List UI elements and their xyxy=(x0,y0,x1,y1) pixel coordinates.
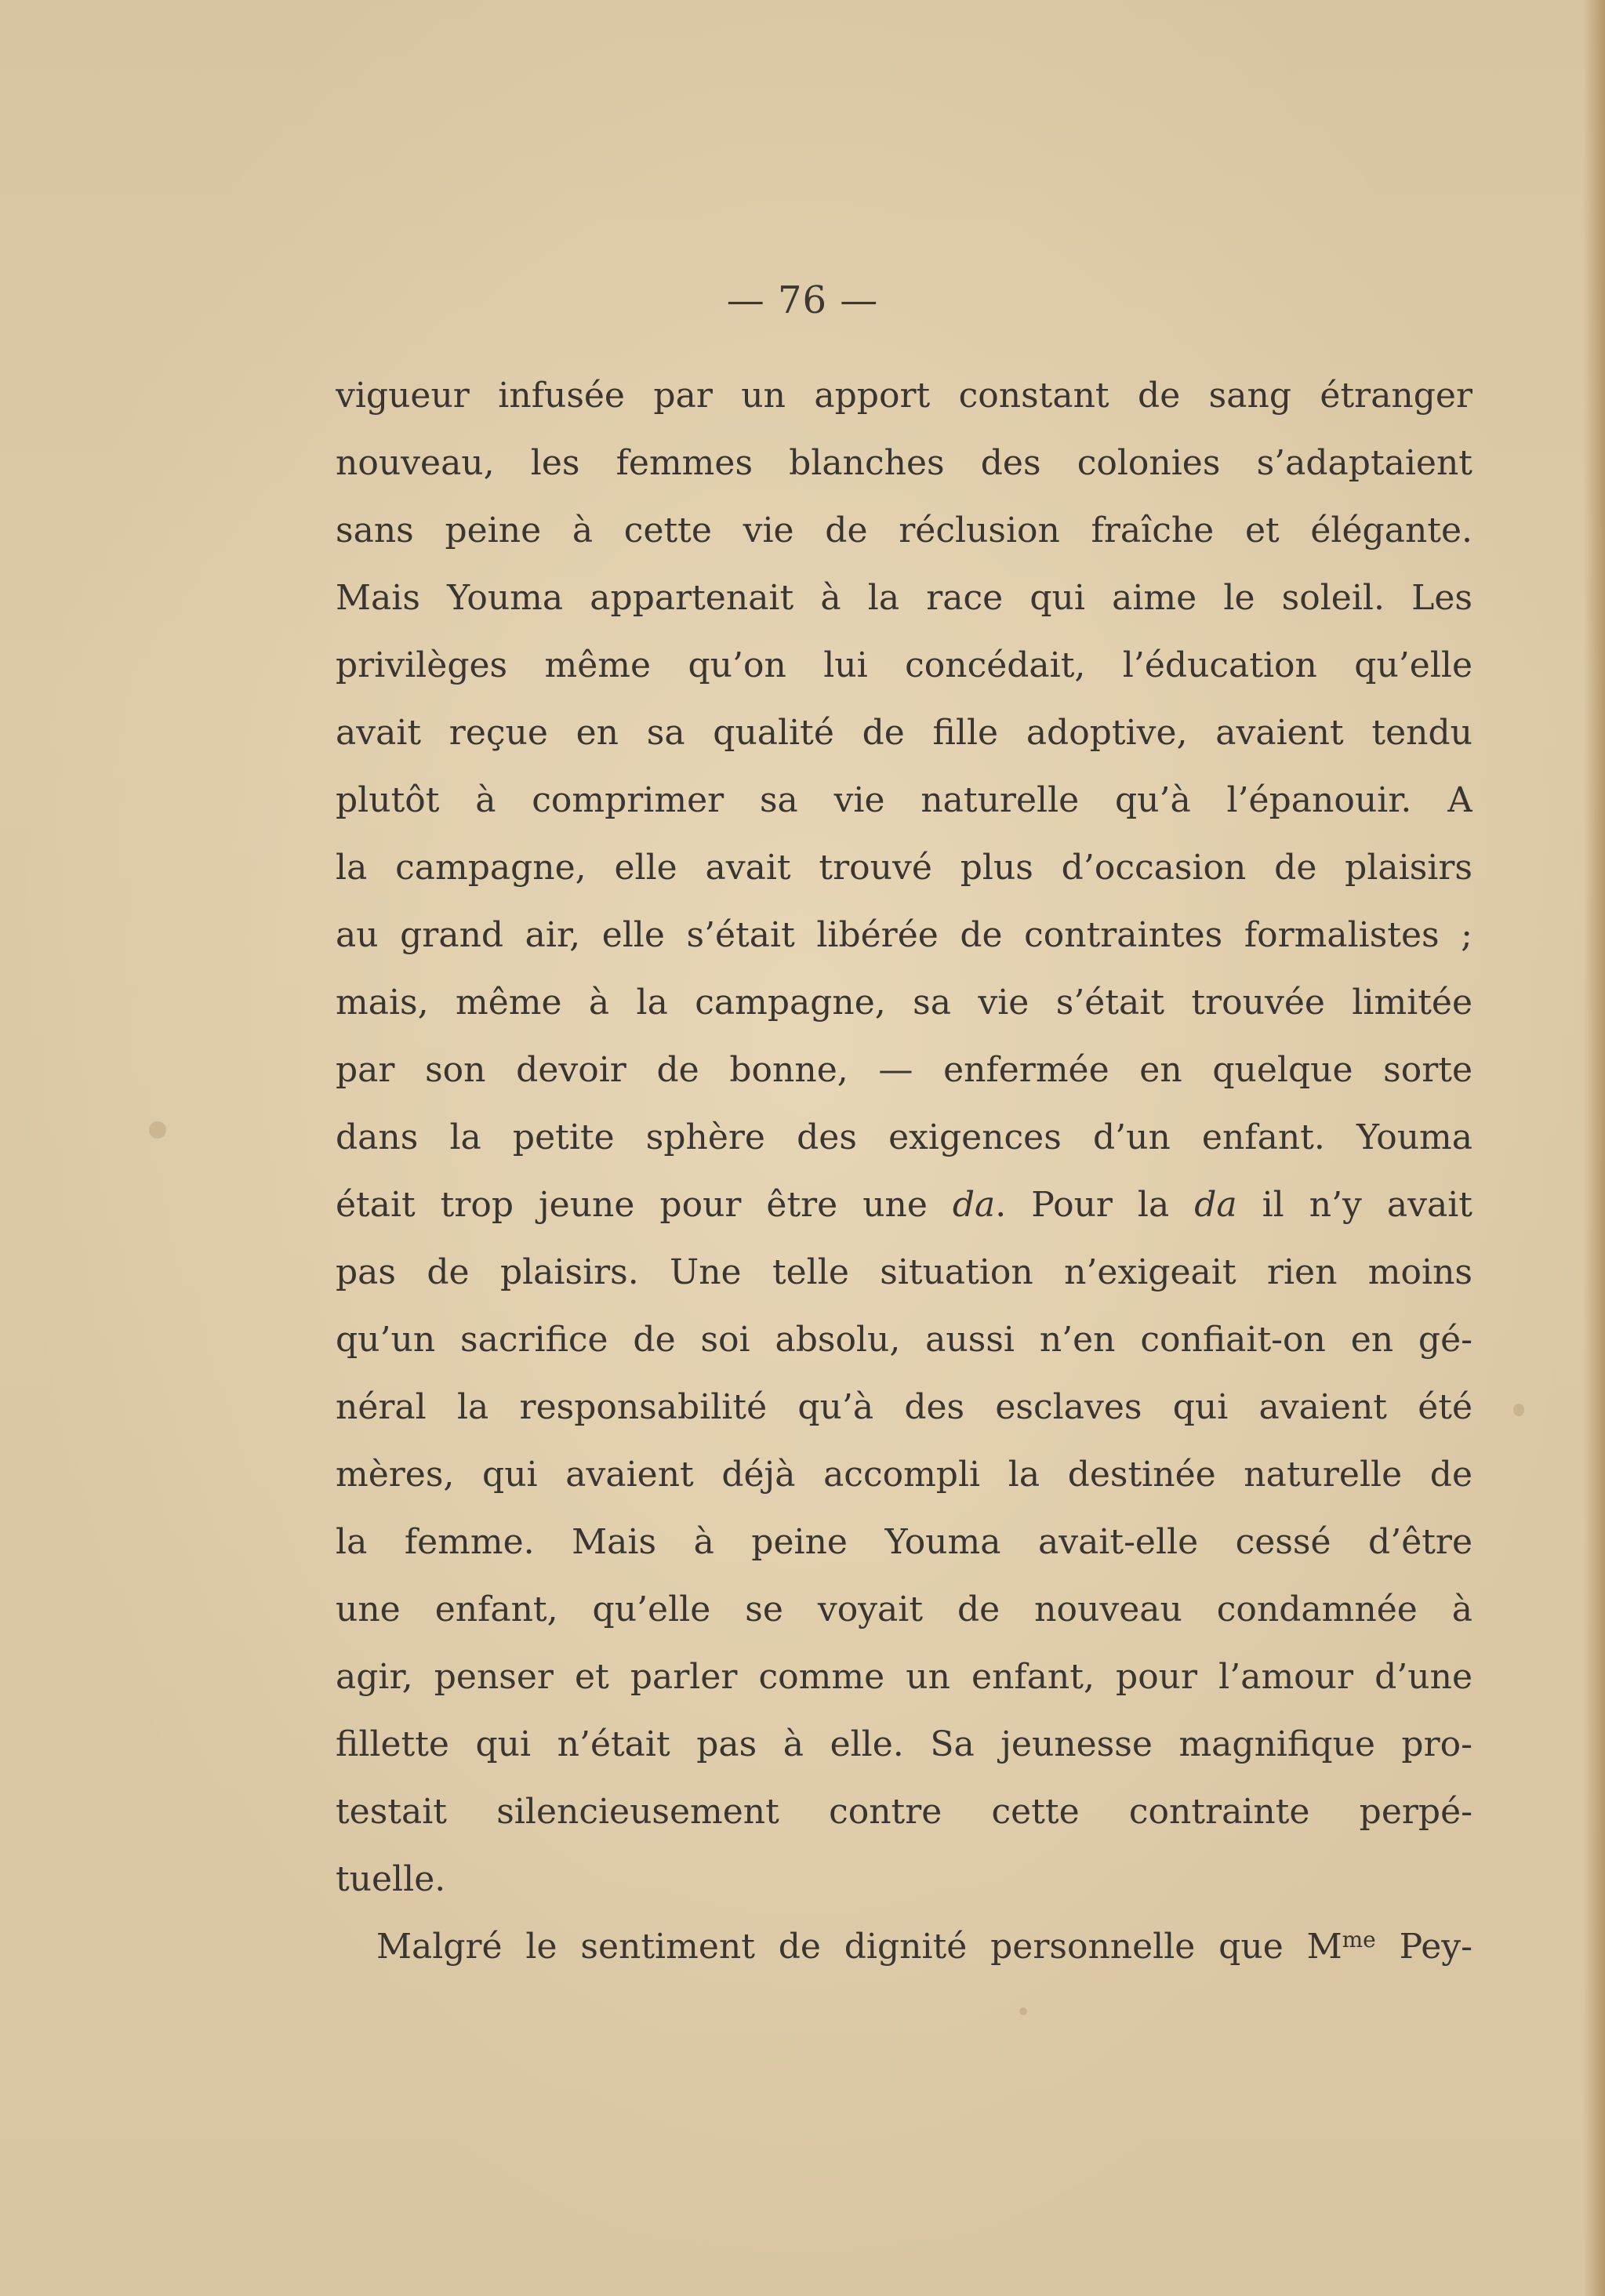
text-line: la campagne, elle avait trouvé plus d’occasion de plaisirs xyxy=(336,848,1472,888)
paragraph-start-line xyxy=(336,1913,1472,1981)
text-segment: . Pour la xyxy=(995,1185,1170,1225)
text-line: testait silencieusement contre cette contrainte perpé- xyxy=(336,1792,1472,1832)
text-line: mais, même à la campagne, sa vie s’était trouvée limitée xyxy=(336,983,1472,1023)
text-segment: Malgré le sentiment de dignité personnelle que M xyxy=(376,1927,1342,1967)
paper-stain xyxy=(1513,1404,1524,1416)
text-line: fillette qui n’était pas à elle. Sa jeunesse magnifique pro- xyxy=(336,1724,1472,1764)
text-line: agir, penser et parler comme un enfant, pour l’amour d’une xyxy=(336,1657,1472,1697)
text-line: nouveau, les femmes blanches des colonies s’adaptaient xyxy=(336,443,1472,483)
text-line: privilèges même qu’on lui concédait, l’éducation qu’elle xyxy=(336,645,1472,685)
text-line: qu’un sacrifice de soi absolu, aussi n’en confiait-on en gé- xyxy=(336,1320,1472,1360)
text-line: néral la responsabilité qu’à des esclaves qui avaient été xyxy=(336,1387,1472,1427)
italic-word: da xyxy=(1194,1185,1237,1225)
text-line: dans la petite sphère des exigences d’un enfant. Youma xyxy=(336,1117,1472,1157)
text-line: au grand air, elle s’était libérée de contraintes formalistes ; xyxy=(336,915,1472,955)
text-segment: il n’y avait xyxy=(1262,1185,1472,1225)
text-line: par son devoir de bonne, — enfermée en quelque sorte xyxy=(336,1050,1472,1090)
italic-word: da xyxy=(952,1185,996,1225)
text-line: mères, qui avaient déjà accompli la destinée naturelle de xyxy=(336,1455,1472,1495)
text-line: avait reçue en sa qualité de fille adoptive, avaient tendu xyxy=(336,713,1472,753)
superscript: me xyxy=(1342,1927,1376,1953)
text-line: tuelle. xyxy=(336,1859,446,1899)
text-line: sans peine à cette vie de réclusion fraîche et élégante. xyxy=(336,510,1472,550)
page-number: — 76 — xyxy=(726,278,879,322)
text-line: une enfant, qu’elle se voyait de nouveau condamnée à xyxy=(336,1589,1472,1629)
text-line: la femme. Mais à peine Youma avait-elle cessé d’être xyxy=(336,1522,1472,1562)
text-segment: Pey- xyxy=(1375,1927,1472,1967)
text-line: plutôt à comprimer sa vie naturelle qu’à l’épanouir. A xyxy=(336,780,1472,820)
text-line: pas de plaisirs. Une telle situation n’exigeait rien moins xyxy=(336,1252,1472,1292)
text-segment: était trop jeune pour être une xyxy=(336,1185,928,1225)
text-line: Mais Youma appartenait à la race qui aime le soleil. Les xyxy=(336,578,1472,618)
page-edge-shadow xyxy=(1583,0,1605,2296)
text-line-with-italics xyxy=(336,1172,1472,1239)
paper-stain xyxy=(149,1121,166,1139)
body-text xyxy=(336,362,1472,1981)
paper-stain xyxy=(1019,2007,1027,2015)
text-line: vigueur infusée par un apport constant de sang étranger xyxy=(336,376,1472,416)
